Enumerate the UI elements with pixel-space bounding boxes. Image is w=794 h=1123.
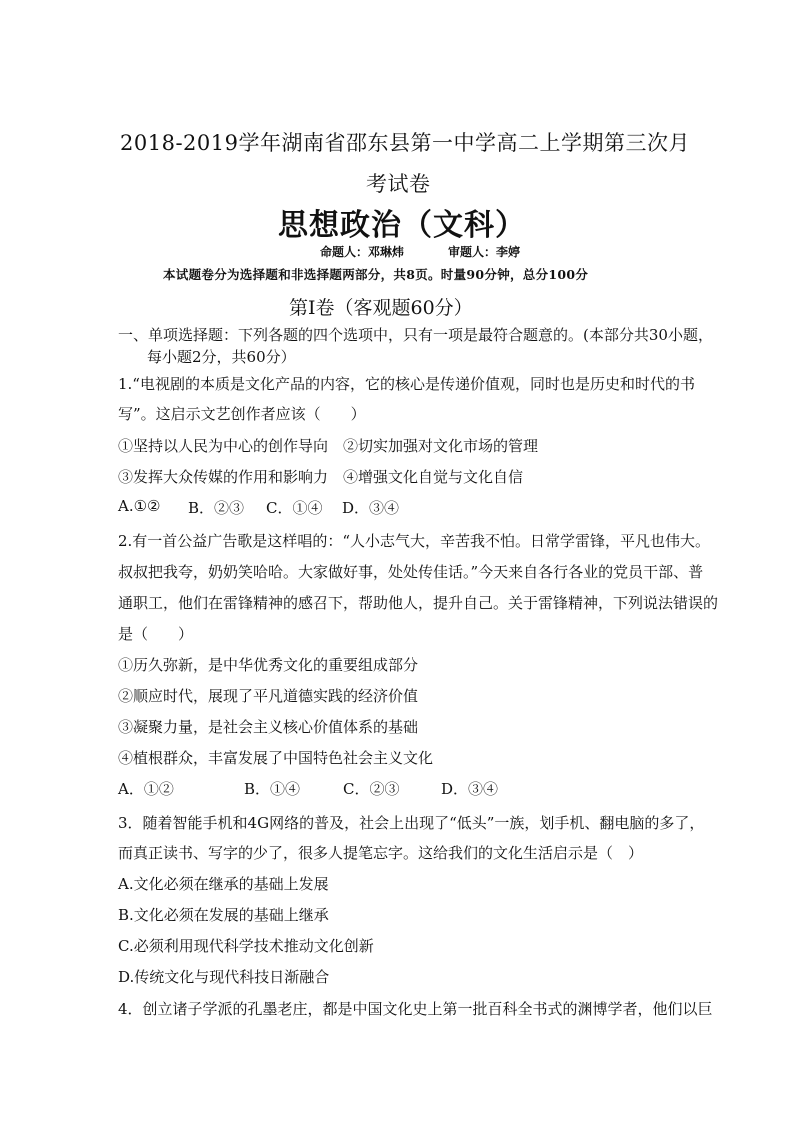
question-2-statement-3: ③凝聚力量，是社会主义核心价值体系的基础 — [118, 718, 419, 736]
section-instruction-line1: 一、单项选择题：下列各题的四个选项中，只有一项是最符合题意的。(本部分共30小题， — [118, 326, 713, 344]
question-1-option-b: B．②③ — [188, 499, 245, 517]
question-3-stem-line1: 3．随着智能手机和4G网络的普及，社会上出现了“低头”一族，划手机、翻电脑的多了， — [118, 814, 705, 832]
exam-title-line2: 考试卷 — [366, 172, 431, 196]
question-2-option-b: B．①④ — [244, 780, 301, 798]
question-2-statement-1: ①历久弥新，是中华优秀文化的重要组成部分 — [118, 656, 419, 674]
question-2-stem-line3: 通职工，他们在雷锋精神的感召下，帮助他人，提升自己。关于雷锋精神，下列说法错误的 — [118, 594, 719, 612]
section-instruction-line2: 每小题2分，共60分） — [147, 348, 296, 366]
part-title: 第Ⅰ卷（客观题60分） — [289, 297, 473, 319]
question-1-statement-1: ①坚持以人民为中心的创作导向 — [118, 437, 329, 455]
question-2-stem-line4: 是（ ） — [118, 625, 194, 643]
question-1-option-d: D．③④ — [342, 499, 400, 517]
exam-title-line1: 2018-2019学年湖南省邵东县第一中学高二上学期第三次月 — [120, 131, 690, 155]
question-2-stem-line2: 叔叔把我夸，奶奶笑哈哈。大家做好事，处处传佳话。”今天来自各行各业的党员干部、普 — [118, 563, 704, 581]
question-1-stem-line2: 写”。这启示文艺创作者应该（ ） — [118, 405, 366, 423]
question-3-stem-line2: 而真正读书、写字的少了，很多人提笔忘字。这给我们的文化生活启示是（ ） — [118, 844, 644, 862]
question-1-option-a: A.①② — [118, 497, 161, 515]
question-1-statement-2: ②切实加强对文化市场的管理 — [343, 437, 539, 455]
question-2-option-d: D．③④ — [441, 780, 499, 798]
question-2-option-c: C．②③ — [343, 780, 400, 798]
question-2-statement-2: ②顺应时代，展现了平凡道德实践的经济价值 — [118, 687, 419, 705]
question-1-statement-3: ③发挥大众传媒的作用和影响力 — [118, 468, 329, 486]
question-1-statement-4: ④增强文化自觉与文化自信 — [343, 468, 524, 486]
question-4-stem-line1: 4．创立诸子学派的孔墨老庄，都是中国文化史上第一批百科全书式的渊博学者，他们以巨 — [118, 1000, 713, 1018]
question-3-option-b: B.文化必须在发展的基础上继承 — [118, 906, 329, 924]
question-1-option-c: C．①④ — [266, 499, 323, 517]
question-1-stem-line1: 1.“电视剧的本质是文化产品的内容，它的核心是传递价值观，同时也是历史和时代的书 — [118, 375, 695, 393]
question-3-option-c: C.必须利用现代科学技术推动文化创新 — [118, 937, 374, 955]
question-setter: 命题人：邓琳炜 — [320, 245, 405, 259]
question-3-option-a: A.文化必须在继承的基础上发展 — [118, 875, 329, 893]
question-2-statement-4: ④植根群众，丰富发展了中国特色社会主义文化 — [118, 749, 434, 767]
question-2-stem-line1: 2.有一首公益广告歌是这样唱的：“人小志气大，辛苦我不怕。日常学雷锋，平凡也伟大。 — [118, 532, 710, 550]
subject-title: 思想政治（文科） — [278, 208, 526, 243]
question-3-option-d: D.传统文化与现代科技日渐融合 — [118, 968, 330, 986]
exam-notice: 本试题卷分为选择题和非选择题两部分，共8页。时量90分钟，总分100分 — [163, 267, 589, 282]
question-reviewer: 审题人：李婷 — [448, 245, 521, 259]
question-2-option-a: A．①② — [118, 780, 174, 798]
